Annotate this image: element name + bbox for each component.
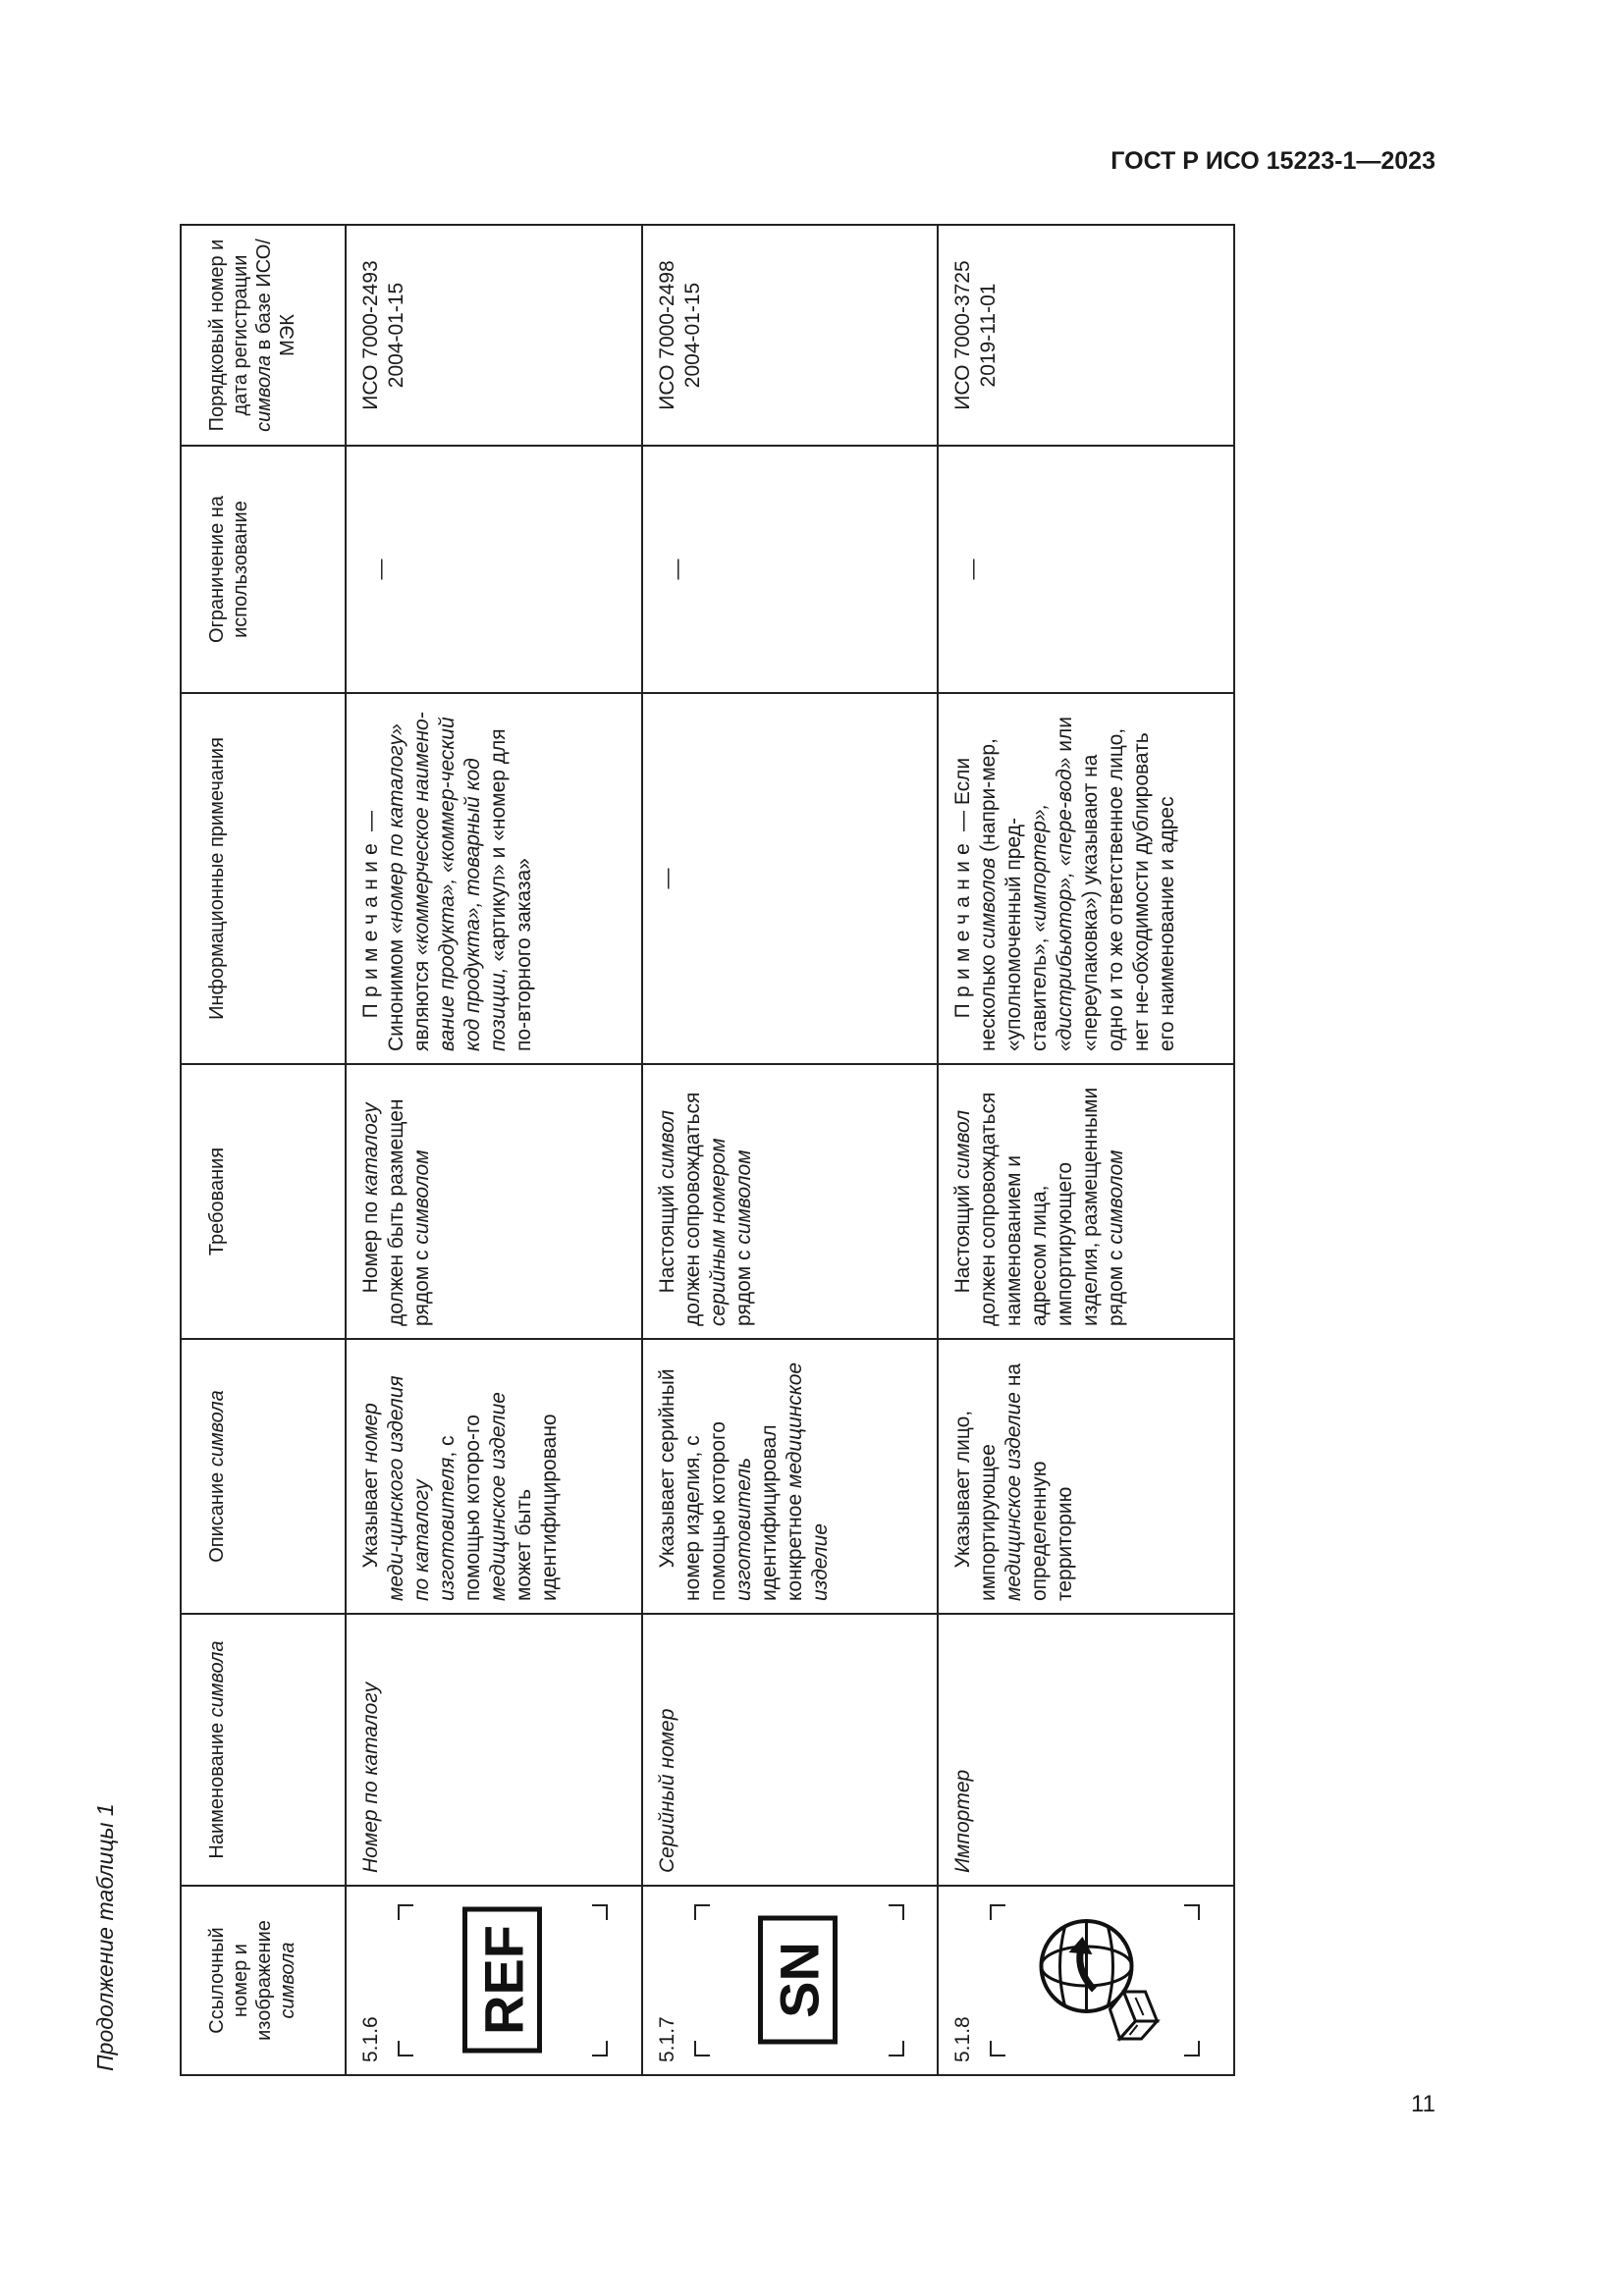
importer-globe-icon xyxy=(1025,1912,1169,2050)
cell-requirements xyxy=(642,1064,939,1339)
text-run: являются xyxy=(410,954,433,1051)
table-header-row xyxy=(181,225,346,2075)
column-header xyxy=(181,1886,346,2075)
text-run: медицинское изделие xyxy=(1002,1392,1026,1601)
note-text xyxy=(655,706,680,1051)
text-run: может быть идентифицировано xyxy=(513,1414,561,1601)
text-run: должен сопровождаться xyxy=(680,1092,704,1326)
restriction-text: — xyxy=(665,559,688,580)
text-run: рядом с xyxy=(731,1244,755,1326)
column-header xyxy=(181,1339,346,1614)
description-text xyxy=(358,1352,563,1601)
text-run: , с помощью которо-го xyxy=(436,1415,484,1601)
note-text xyxy=(358,706,537,1051)
column-header-emphasis: символа xyxy=(206,1640,228,1718)
reference-number: 5.1.7 xyxy=(655,2016,678,2062)
table-row xyxy=(938,225,1234,2075)
column-header xyxy=(181,446,346,693)
cell-requirements xyxy=(346,1064,642,1339)
cell-symbol-description xyxy=(346,1339,642,1614)
reference-number: 5.1.8 xyxy=(951,2016,975,2062)
cell-restriction xyxy=(346,446,642,693)
requirements-text xyxy=(358,1077,435,1326)
document-standard-number: ГОСТ Р ИСО 15223-1—2023 xyxy=(1110,147,1435,175)
frame-corner-mark xyxy=(990,1904,1005,1920)
symbol-frame xyxy=(684,1898,910,2062)
sn-symbol-icon xyxy=(758,1916,845,2046)
cell-registration: ИСО 7000-3725 2019-11-01 xyxy=(938,225,1234,446)
table-continuation-caption: Продолжение таблицы 1 xyxy=(92,1803,118,2071)
frame-corner-mark xyxy=(592,2041,608,2056)
requirements-text xyxy=(950,1077,1129,1326)
frame-corner-mark xyxy=(889,1904,904,1920)
text-run: Указывает серийный номер изделия, с помощью которого xyxy=(655,1368,730,1601)
table-row xyxy=(346,225,642,2075)
symbol-frame xyxy=(388,1898,614,2062)
text-run: идентифицировал конкретное xyxy=(757,1424,806,1601)
note-label: Примечание xyxy=(951,836,975,1019)
text-run: — Если несколько xyxy=(951,757,1001,1051)
symbols-table-rotated xyxy=(180,226,1235,2076)
text-run: Настоящий xyxy=(951,1179,975,1294)
cell-informational-note xyxy=(346,693,642,1064)
note-label: Примечание xyxy=(359,836,382,1019)
symbol-frame xyxy=(980,1898,1206,2062)
text-run: — xyxy=(655,868,678,889)
text-run: символом xyxy=(1105,1149,1128,1245)
column-header-tail: в базе ИСО/МЭК xyxy=(253,239,298,356)
column-header-text: Информационные примечания xyxy=(206,737,228,1020)
svg-text:SN: SN xyxy=(768,1942,831,2019)
text-run: или «переупаковка») указывают на одно и то же ответственное лицо, нет не-обходимости дублировать его наименование и адрес xyxy=(1054,717,1179,1051)
cell-reference xyxy=(346,1886,642,2075)
frame-corner-mark xyxy=(592,1904,608,1920)
cell-symbol-name: Импортер xyxy=(938,1614,1234,1886)
text-run: изготовитель xyxy=(731,1457,755,1601)
text-run: Указывает xyxy=(359,1463,382,1569)
frame-corner-mark xyxy=(694,1904,710,1920)
text-run: «импортер», «дистрибьютор», «пере-вод» xyxy=(1028,757,1077,1051)
cell-informational-note xyxy=(642,693,939,1064)
text-run: Указывает лицо, импортирующее xyxy=(951,1410,1001,1601)
restriction-text: — xyxy=(369,559,392,580)
frame-corner-mark xyxy=(1184,2041,1200,2056)
reference-number: 5.1.6 xyxy=(359,2016,382,2062)
cell-reference xyxy=(642,1886,939,2075)
frame-corner-mark xyxy=(889,2041,904,2056)
cell-symbol-description xyxy=(938,1339,1234,1614)
restriction-text: — xyxy=(961,559,985,580)
column-header-text: Порядковый номер и дата регистрации xyxy=(206,239,251,432)
cell-registration: ИСО 7000-2493 2004-01-15 xyxy=(346,225,642,446)
text-run: символ xyxy=(655,1109,678,1180)
column-header-text: Наименование xyxy=(206,1717,228,1859)
text-run: символов xyxy=(977,857,1001,949)
text-run: должен быть размещен рядом с xyxy=(385,1098,433,1326)
cell-restriction xyxy=(938,446,1234,693)
column-header-emphasis: символа xyxy=(277,1942,298,2019)
column-header-text: Описание xyxy=(206,1467,228,1563)
frame-corner-mark xyxy=(990,2041,1005,2056)
text-run: должен сопровождаться наименованием и адресом лица, импортирующего изделия, размещенными рядом с xyxy=(977,1087,1128,1326)
symbols-table xyxy=(180,224,1235,2076)
text-run: «номер по каталогу» xyxy=(385,723,407,934)
note-text xyxy=(950,706,1180,1051)
column-header xyxy=(181,225,346,446)
description-text xyxy=(950,1352,1078,1601)
column-header xyxy=(181,1614,346,1886)
cell-informational-note xyxy=(938,693,1234,1064)
cell-symbol-description xyxy=(642,1339,939,1614)
column-header xyxy=(181,1064,346,1339)
text-run: (напри-мер, «уполномоченный пред-ставитель», xyxy=(977,738,1052,1051)
text-run: медицинское изделие xyxy=(487,1392,510,1601)
page-number: 11 xyxy=(1411,2091,1435,2117)
text-run: «коммерческое наимено-вание продукта», «коммер-ческий код продукта», товарный код позиции, xyxy=(410,712,510,1051)
text-run: на определенную территорию xyxy=(1002,1362,1077,1601)
description-text xyxy=(655,1352,834,1601)
cell-registration: ИСО 7000-2498 2004-01-15 xyxy=(642,225,939,446)
column-header xyxy=(181,693,346,1064)
ref-symbol-icon xyxy=(461,1907,549,2055)
frame-corner-mark xyxy=(694,2041,710,2056)
column-header-emphasis: символа xyxy=(206,1390,228,1468)
text-run: символом xyxy=(410,1149,433,1245)
text-run: символ xyxy=(951,1109,975,1180)
frame-corner-mark xyxy=(398,2041,413,2056)
text-run: Настоящий xyxy=(655,1179,678,1294)
frame-corner-mark xyxy=(398,1904,413,1920)
column-header-text: Ограничение на использование xyxy=(206,496,251,643)
column-header-text: Ссылочный номер и изображение xyxy=(206,1920,275,2041)
column-header-emphasis: символа xyxy=(253,354,275,432)
text-run: «артикул» и «номер для по-вторного заказа» xyxy=(487,728,535,1051)
requirements-text xyxy=(655,1077,757,1326)
cell-restriction xyxy=(642,446,939,693)
text-run: — Синонимом xyxy=(359,811,407,1051)
column-header-text: Требования xyxy=(206,1147,228,1256)
text-run: серийным номером xyxy=(706,1138,730,1326)
text-run: каталогу xyxy=(359,1102,382,1197)
svg-text:REF: REF xyxy=(472,1925,535,2036)
cell-requirements xyxy=(938,1064,1234,1339)
text-run: медицинское изделие xyxy=(783,1362,832,1601)
text-run: номер меди-цинского изделия по каталогу изготовителя xyxy=(359,1375,459,1601)
frame-corner-mark xyxy=(1184,1904,1200,1920)
text-run: символом xyxy=(731,1149,755,1245)
text-run: Номер по xyxy=(359,1196,382,1294)
cell-symbol-name: Номер по каталогу xyxy=(346,1614,642,1886)
table-row xyxy=(642,225,939,2075)
cell-symbol-name: Серийный номер xyxy=(642,1614,939,1886)
cell-reference xyxy=(938,1886,1234,2075)
